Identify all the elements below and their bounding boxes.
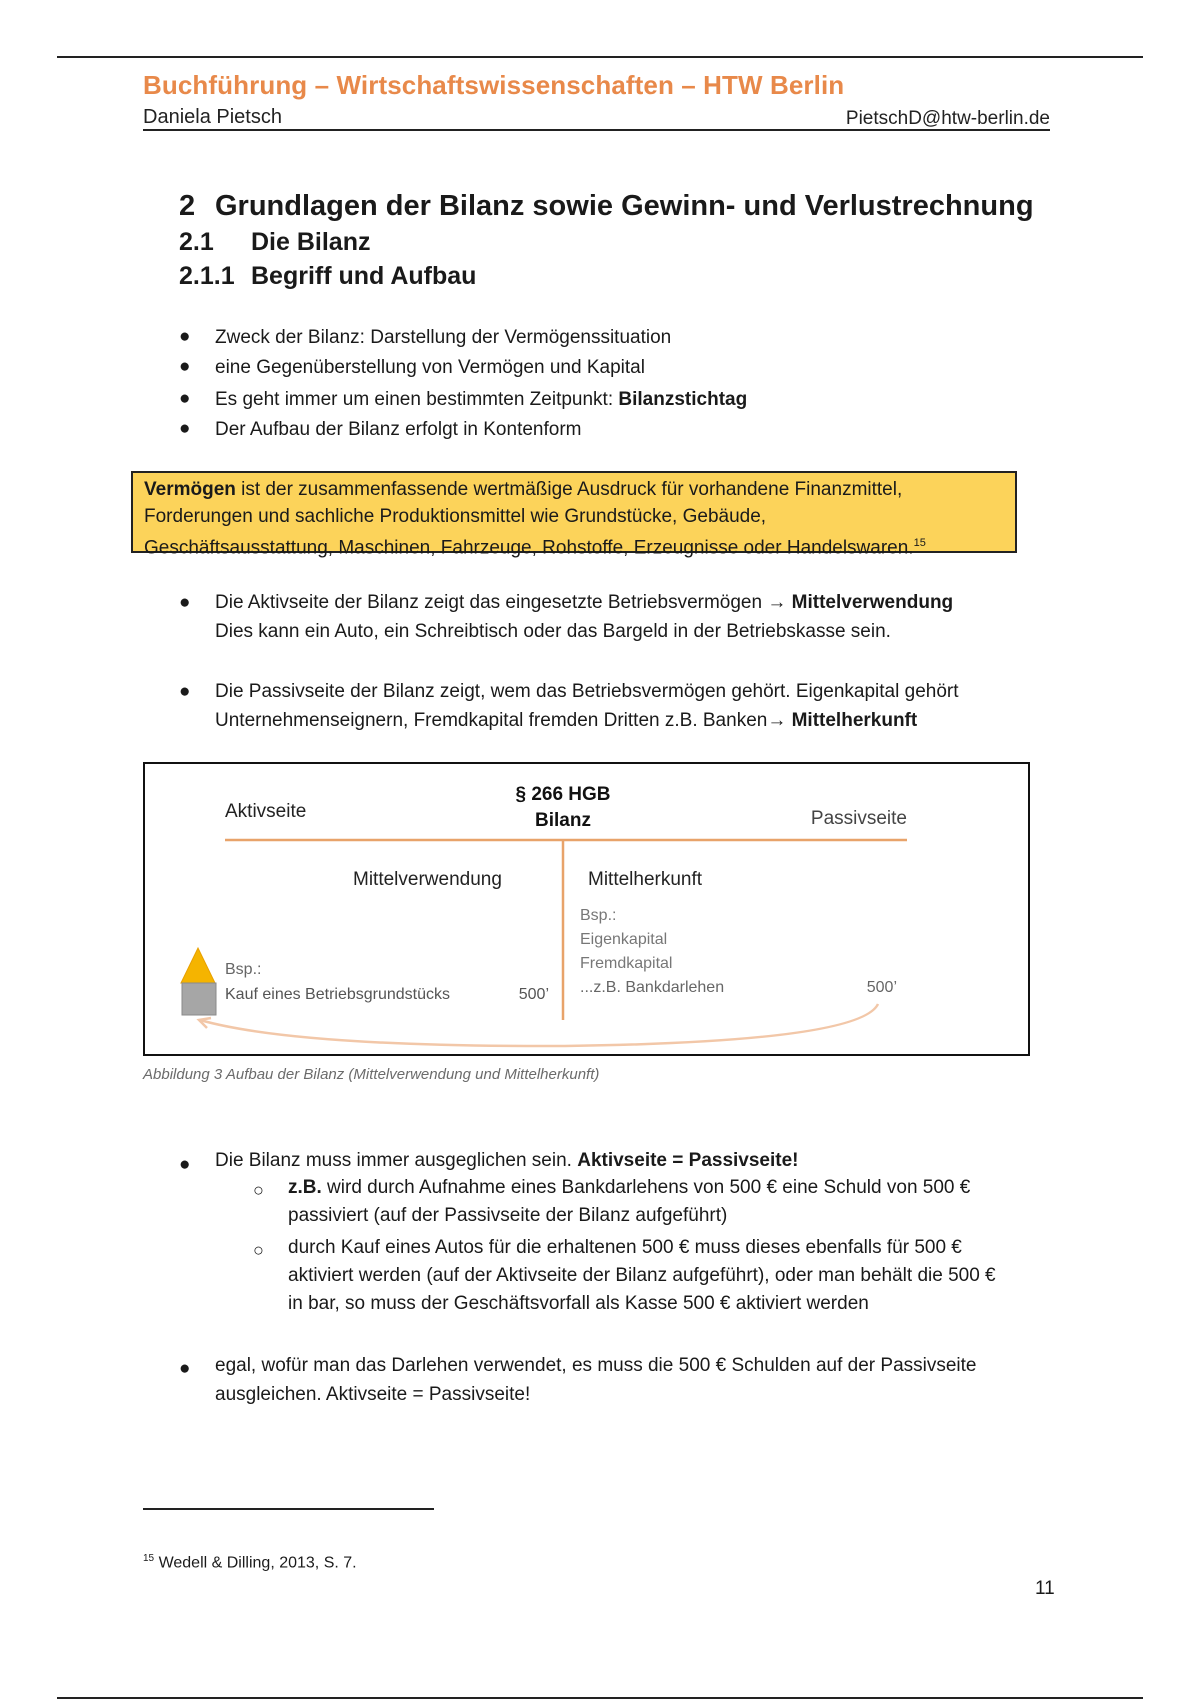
- bullet-passivseite-line-2: [215, 706, 959, 735]
- bullet-aktivseite: [215, 588, 953, 646]
- bullet-aktivseite-line-1: [215, 588, 953, 617]
- left-bsp: Bsp.:: [225, 961, 262, 978]
- bullet-dot: ●: [179, 356, 191, 377]
- label-passivseite: Passivseite: [810, 808, 907, 829]
- label-mittelverwendung: Mittelverwendung: [353, 869, 502, 890]
- left-item: Kauf eines Betriebsgrundstücks: [225, 986, 451, 1003]
- sub-bullet-circle: ○: [253, 1180, 264, 1200]
- sub-bullet-auto-line-1: durch Kauf eines Autos für die erhaltenen 500 € muss dieses ebenfalls für 500 €: [288, 1237, 962, 1258]
- definition-line-1: [144, 476, 1004, 503]
- arrow-icon: →: [767, 592, 787, 613]
- definition-term: Vermögen: [144, 479, 236, 500]
- heading-1-number: 2: [179, 190, 196, 222]
- figure-caption: Abbildung 3 Aufbau der Bilanz (Mittelverwendung und Mittelherkunft): [143, 1066, 600, 1083]
- footnote-number: 15: [143, 1553, 155, 1564]
- bullet-zeitpunkt: [215, 385, 747, 414]
- sub-bullet-darlehen: [288, 1174, 1068, 1230]
- passiv-bold: Mittelherkunft: [791, 710, 918, 731]
- right-bsp: Bsp.:: [580, 907, 617, 924]
- definition-text-1: ist der zusammenfassende wertmäßige Ausdruck für vorhandene Finanzmittel,: [235, 479, 903, 500]
- right-item: ...z.B. Bankdarlehen: [580, 979, 725, 996]
- flow-curve: [200, 1004, 878, 1046]
- bullet-kontenform: Der Aufbau der Bilanz erfolgt in Kontenform: [215, 419, 582, 440]
- heading-2-number: 2.1: [179, 228, 214, 256]
- label-aktivseite: Aktivseite: [225, 801, 307, 822]
- sub-bullet-darlehen-line-2: passiviert (auf der Passivseite der Bilanz aufgeführt): [288, 1205, 728, 1226]
- bullet-aktivseite-line-2: Dies kann ein Auto, ein Schreibtisch oder das Bargeld in der Betriebskasse sein.: [215, 621, 891, 642]
- bilanz-diagram: [145, 764, 1028, 1054]
- bullet-gegenueberstellung: eine Gegenüberstellung von Vermögen und Kapital: [215, 357, 645, 378]
- header-title: Buchführung – Wirtschaftswissenschaften – HTW Berlin: [143, 70, 845, 100]
- bullet-egal-line-1: egal, wofür man das Darlehen verwendet, es muss die 500 € Schulden auf der Passivseite: [215, 1355, 977, 1376]
- definition-box: [131, 471, 1017, 559]
- page-number: 11: [1035, 1578, 1055, 1599]
- bullet-zeitpunkt-bold: Bilanzstichtag: [618, 389, 748, 410]
- bullet-zeitpunkt-text: Es geht immer um einen bestimmten Zeitpunkt:: [215, 389, 619, 410]
- definition-line-3: [144, 530, 1004, 561]
- label-paragraph: § 266 HGB: [515, 784, 611, 805]
- right-value: 500’: [866, 979, 897, 996]
- sub-bullet-auto-line-3: in bar, so muss der Geschäftsvorfall als Kasse 500 € aktiviert werden: [288, 1293, 869, 1314]
- label-bilanz: Bilanz: [535, 810, 591, 831]
- heading-1: [179, 190, 1034, 223]
- footnote-ref[interactable]: 15: [913, 537, 926, 549]
- definition-line-2: Forderungen und sachliche Produktionsmittel wie Grundstücke, Gebäude,: [144, 506, 767, 527]
- sub-bullet-circle: ○: [253, 1240, 264, 1260]
- bullet-passivseite: [215, 677, 959, 735]
- zb-bold: z.B.: [288, 1177, 322, 1198]
- right-eigenkapital: Eigenkapital: [580, 931, 668, 948]
- heading-2: [179, 228, 370, 257]
- bullet-dot: ●: [179, 388, 191, 409]
- bullet-dot: ●: [179, 1358, 191, 1379]
- bullet-dot: ●: [179, 681, 191, 702]
- definition-text-3: Geschäftsausstattung, Maschinen, Fahrzeuge, Rohstoffe, Erzeugnisse oder Handelswaren.: [144, 537, 914, 559]
- sub-bullet-auto: [288, 1234, 1068, 1318]
- heading-3: [179, 262, 476, 291]
- bullet-ausgeglichen: [215, 1146, 799, 1175]
- aktiv-text: Die Aktivseite der Bilanz zeigt das eingesetzte Betriebsvermögen: [215, 592, 768, 613]
- darlehen-text-1: wird durch Aufnahme eines Bankdarlehens von 500 € eine Schuld von 500 €: [321, 1177, 971, 1198]
- label-mittelherkunft: Mittelherkunft: [588, 869, 703, 890]
- bullet-dot: ●: [179, 1154, 191, 1175]
- footnote-rule: [143, 1508, 434, 1510]
- house-icon: [181, 948, 216, 1015]
- header-author: Daniela Pietsch: [143, 106, 282, 128]
- heading-3-text: Begriff und Aufbau: [251, 262, 477, 290]
- bilanz-figure: [143, 762, 1030, 1056]
- sub-bullet-darlehen-line-1: [288, 1174, 1068, 1202]
- bullet-dot: ●: [179, 326, 191, 347]
- bullet-egal: [215, 1351, 976, 1409]
- footnote: [143, 1553, 357, 1572]
- bullet-dot: ●: [179, 418, 191, 439]
- bullet-dot: ●: [179, 592, 191, 613]
- heading-2-text: Die Bilanz: [251, 228, 371, 256]
- header-email[interactable]: PietschD@htw-berlin.de: [845, 108, 1050, 129]
- left-value: 500’: [518, 986, 549, 1003]
- bottom-rule: [57, 1697, 1143, 1699]
- heading-3-number: 2.1.1: [179, 262, 235, 290]
- footnote-text: Wedell & Dilling, 2013, S. 7.: [154, 1554, 357, 1572]
- bullet-passivseite-line-1: Die Passivseite der Bilanz zeigt, wem das Betriebsvermögen gehört. Eigenkapital gehört: [215, 681, 959, 702]
- heading-1-text: Grundlagen der Bilanz sowie Gewinn- und Verlustrechnung: [215, 190, 1034, 222]
- arrow-icon: →: [767, 710, 787, 731]
- header-rule: [143, 129, 1050, 131]
- ausgeglichen-bold: Aktivseite = Passivseite!: [577, 1150, 799, 1171]
- top-rule: [57, 56, 1143, 58]
- bullet-egal-line-2: ausgleichen. Aktivseite = Passivseite!: [215, 1384, 531, 1405]
- aktiv-bold: Mittelverwendung: [791, 592, 954, 613]
- bullet-zweck: Zweck der Bilanz: Darstellung der Vermögenssituation: [215, 327, 672, 348]
- sub-bullet-auto-line-2: aktiviert werden (auf der Aktivseite der Bilanz aufgeführt), oder man behält die 500 €: [288, 1265, 996, 1286]
- ausgeglichen-text: Die Bilanz muss immer ausgeglichen sein.: [215, 1150, 578, 1171]
- right-fremdkapital: Fremdkapital: [580, 955, 673, 972]
- passiv-text: Unternehmenseignern, Fremdkapital fremden Dritten z.B. Banken: [215, 710, 768, 731]
